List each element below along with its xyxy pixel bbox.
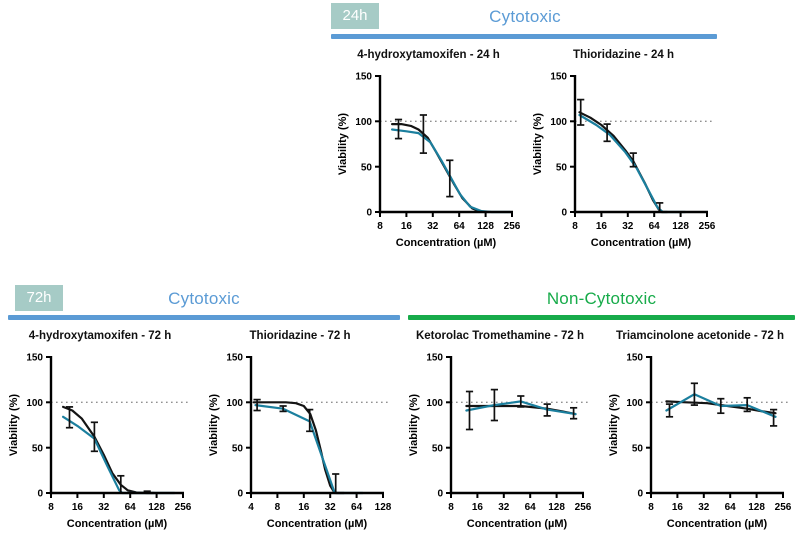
svg-text:50: 50	[360, 162, 372, 174]
svg-text:64: 64	[524, 502, 536, 513]
svg-text:100: 100	[26, 397, 43, 409]
svg-text:Viability (%): Viability (%)	[408, 393, 420, 457]
svg-text:256: 256	[503, 221, 520, 232]
svg-text:50: 50	[555, 162, 567, 174]
svg-text:128: 128	[748, 502, 765, 513]
svg-text:128: 128	[476, 221, 494, 232]
svg-text:8: 8	[274, 502, 281, 513]
svg-text:Viability (%): Viability (%)	[208, 393, 220, 457]
svg-text:64: 64	[724, 502, 736, 513]
svg-text:16: 16	[471, 502, 483, 513]
dose-response-plot	[334, 64, 524, 256]
svg-text:16: 16	[595, 221, 607, 232]
svg-text:100: 100	[354, 116, 372, 128]
group-underline-non-cytotoxic-72h	[408, 315, 795, 320]
svg-text:0: 0	[560, 207, 567, 219]
dose-response-plot	[405, 345, 595, 537]
svg-text:64: 64	[453, 221, 465, 232]
svg-text:8: 8	[648, 502, 654, 513]
svg-text:50: 50	[31, 443, 43, 455]
svg-text:Concentration (µM): Concentration (µM)	[266, 518, 368, 530]
svg-text:256: 256	[774, 502, 792, 513]
time-badge-24h: 24h	[331, 3, 379, 29]
charts-row-24h	[331, 46, 721, 256]
svg-text:32: 32	[324, 502, 336, 513]
svg-text:100: 100	[549, 116, 567, 128]
svg-text:16: 16	[298, 502, 310, 513]
svg-text:8: 8	[376, 221, 383, 232]
group-header-non-cytotoxic-72h: Non-Cytotoxic	[546, 289, 657, 308]
group-header-cytotoxic-72h: Cytotoxic	[168, 289, 240, 308]
charts-row-72h	[0, 327, 800, 537]
chart-4-hydroxytamoxifen-24h	[331, 46, 526, 256]
dose-response-plot	[5, 345, 195, 537]
svg-text:32: 32	[698, 502, 710, 513]
svg-text:150: 150	[354, 71, 372, 83]
svg-text:Viability (%): Viability (%)	[8, 393, 20, 457]
chart-ketorolac-tromethamine-72h	[400, 327, 600, 537]
svg-text:Viability (%): Viability (%)	[608, 393, 620, 457]
time-badge-72h: 72h	[15, 285, 63, 311]
svg-text:4: 4	[248, 502, 254, 513]
chart-triamcinolone-acetonide-72h	[600, 327, 800, 537]
svg-text:128: 128	[374, 502, 392, 513]
svg-text:100: 100	[626, 397, 643, 409]
svg-text:256: 256	[574, 502, 592, 513]
chart-title: Ketorolac Tromethamine - 72 h	[415, 330, 585, 342]
dose-response-plot	[529, 64, 719, 256]
svg-text:50: 50	[231, 443, 243, 455]
dose-response-plot	[605, 345, 795, 537]
svg-text:32: 32	[426, 221, 438, 232]
svg-text:32: 32	[98, 502, 110, 513]
svg-text:128: 128	[148, 502, 165, 513]
svg-text:64: 64	[124, 502, 136, 513]
svg-text:64: 64	[351, 502, 363, 513]
svg-text:0: 0	[637, 488, 643, 500]
chart-title: Thioridazine - 72 h	[249, 330, 351, 342]
group-underline-cytotoxic-24h	[331, 34, 717, 39]
svg-text:256: 256	[174, 502, 192, 513]
svg-text:100: 100	[426, 397, 443, 409]
svg-text:Concentration (µM): Concentration (µM)	[666, 518, 768, 530]
svg-text:Concentration (µM): Concentration (µM)	[466, 518, 568, 530]
svg-text:150: 150	[626, 352, 643, 364]
svg-text:Viability (%): Viability (%)	[336, 112, 349, 176]
svg-text:128: 128	[671, 221, 689, 232]
svg-text:256: 256	[698, 221, 715, 232]
chart-title: 4-hydroxytamoxifen - 72 h	[28, 330, 172, 342]
svg-text:Viability (%): Viability (%)	[531, 112, 544, 176]
svg-text:16: 16	[71, 502, 83, 513]
svg-text:50: 50	[631, 443, 643, 455]
chart-title: Triamcinolone acetonide - 72 h	[615, 330, 785, 342]
svg-text:150: 150	[549, 71, 567, 83]
chart-thioridazine-24h	[526, 46, 721, 256]
svg-text:100: 100	[226, 397, 243, 409]
svg-text:8: 8	[48, 502, 54, 513]
svg-text:128: 128	[548, 502, 565, 513]
svg-text:8: 8	[571, 221, 578, 232]
chart-title: Thioridazine - 24 h	[573, 49, 674, 61]
dose-response-plot	[205, 345, 395, 537]
svg-text:Concentration (µM): Concentration (µM)	[66, 518, 168, 530]
svg-text:150: 150	[226, 352, 243, 364]
svg-text:0: 0	[237, 488, 243, 500]
svg-text:8: 8	[448, 502, 454, 513]
svg-text:32: 32	[498, 502, 510, 513]
chart-title: 4-hydroxytamoxifen - 24 h	[357, 49, 500, 61]
chart-thioridazine-72h	[200, 327, 400, 537]
svg-text:150: 150	[426, 352, 443, 364]
svg-text:0: 0	[437, 488, 443, 500]
chart-4-hydroxytamoxifen-72h	[0, 327, 200, 537]
group-header-cytotoxic-24h: Cytotoxic	[489, 7, 561, 26]
svg-text:0: 0	[37, 488, 43, 500]
svg-text:16: 16	[671, 502, 683, 513]
svg-text:16: 16	[400, 221, 412, 232]
svg-text:32: 32	[621, 221, 633, 232]
svg-text:0: 0	[365, 207, 372, 219]
group-underline-cytotoxic-72h	[8, 315, 400, 320]
svg-text:Concentration (µM): Concentration (µM)	[395, 237, 496, 249]
svg-text:150: 150	[26, 352, 43, 364]
svg-text:64: 64	[648, 221, 660, 232]
svg-text:Concentration (µM): Concentration (µM)	[590, 237, 691, 249]
svg-text:50: 50	[431, 443, 443, 455]
